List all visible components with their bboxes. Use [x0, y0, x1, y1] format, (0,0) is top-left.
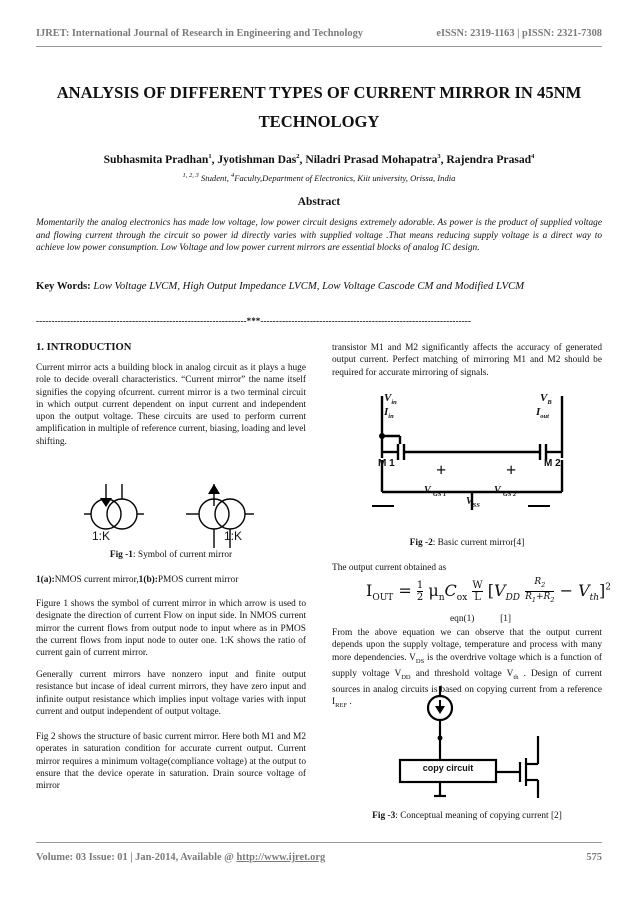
- fig1-caption-label: Fig -1: [109, 550, 133, 560]
- keywords: [36, 280, 602, 292]
- fig2-caption: [332, 538, 602, 548]
- author-2: Jyotishman Das: [217, 153, 297, 166]
- fig3-caption: [332, 811, 602, 821]
- fig2-plus-2: +: [506, 460, 517, 480]
- fig2-caption-label: Fig -2: [409, 538, 433, 548]
- affil-marks-1: 1, 2, 3: [182, 172, 199, 179]
- fig2-vgs2-label: V $_{GS 2}$: [494, 485, 517, 498]
- author-4: Rajendra Prasad: [446, 153, 532, 166]
- author-2-mark: 2: [296, 153, 300, 161]
- paragraph-5: transistor M1 and M2 significantly affects the accuracy of generated output current. Perfect matching of mirroring M1 and M2 should be required for accurate mirroring of signals.: [332, 343, 602, 378]
- affil-text-2: Faculty,Department of Electronics, Kiit university, Orissa, India: [234, 172, 456, 183]
- nmos-mirror-symbol: [84, 484, 144, 529]
- fig1-ratio-right: 1:K: [224, 529, 243, 543]
- header-rule: [36, 46, 602, 47]
- fig2-vin-label: $V_{in}$: [384, 392, 397, 407]
- paragraph-1: Current mirror acts a building block in analog circuit as it plays a huge role to decide overall characteristics. “Current mirror” the name itself signifies the copying ofcurrent. current mirror is a two terminal circuit in which output current dependent on input current and independent upon the output voltage. These circuits are used to perform current amplification in multiple of reference current, biasing, loading and level shifting.: [36, 363, 306, 447]
- authors: Subhasmita Pradhan$^1$, Jyotishman Das$^2$, Niladri Prasad Mohapatra$^3$, Rajendra Prasad$^4$: [103, 153, 535, 166]
- equation-1-label: eqn(1) [1]: [450, 614, 511, 624]
- pmos-mirror-symbol: [186, 484, 254, 548]
- output-current-intro: The output current obtained as: [332, 563, 447, 573]
- issn-header: eISSN: 2319-1163 | pISSN: 2321-7308: [436, 28, 602, 39]
- author-4-mark: 4: [531, 153, 535, 161]
- fig2-iout-label: $I_{out}$: [536, 406, 549, 421]
- fig3-caption-text: : Conceptual meaning of copying current [2]: [395, 811, 562, 821]
- author-1-mark: 1: [208, 153, 212, 161]
- fig1b-text: PMOS current mirror: [157, 575, 239, 585]
- fig1b-label: 1(b):: [138, 575, 158, 585]
- footer-volume-text: Volume: 03 Issue: 01 | Jan-2014, Available @: [36, 852, 237, 863]
- journal-link[interactable]: http://www.ijret.org: [236, 852, 326, 863]
- separator: --------------------------------------------------------------------***--------------------------------------------------------------------: [36, 316, 472, 326]
- author-3: Niladri Prasad Mohapatra: [305, 153, 438, 166]
- fig2-m2-label: M 2: [544, 458, 561, 469]
- fig2-plus-1: +: [436, 460, 447, 480]
- fig2-vss-label: $V_{SS}$: [466, 496, 480, 509]
- title-line-1: ANALYSIS OF DIFFERENT TYPES OF CURRENT MIRROR IN 45NM: [56, 83, 582, 102]
- fig1-caption: [36, 550, 306, 560]
- fig3-caption-label: Fig -3: [372, 811, 396, 821]
- fig1-subcaption: [36, 574, 306, 586]
- fig1-caption-text: : Symbol of current mirror: [132, 550, 233, 560]
- affil-text-1: Student,: [198, 172, 232, 183]
- journal-header: IJRET: International Journal of Research in Engineering and Technology: [36, 28, 363, 39]
- paragraph-2: Figure 1 shows the symbol of current mirror in which arrow is used to designate the direction of current Flow on input side. In NMOS current mirror the current flows from output node to input where as in PMOS the current flows from input node to outer one. 1:K shows the ratio of current gain of current mirror.: [36, 599, 306, 659]
- title-line-2: TECHNOLOGY: [258, 112, 380, 131]
- paper-title: [30, 78, 608, 136]
- fig2-m1-label: M 1: [378, 458, 395, 469]
- fig1-ratio-left: 1:K: [92, 529, 111, 543]
- fig3-copy-circuit-diagram: [396, 686, 556, 804]
- copy-circuit-label: copy circuit: [422, 763, 474, 773]
- paragraph-3: Generally current mirrors have nonzero input and finite output resistance but incase of ideal current mirrors, they have zero input and infinite output resistance which implies input voltage varies with input current and output independent of output voltage.: [36, 670, 306, 717]
- fig2-vb-label: $V_B$: [540, 392, 552, 407]
- fig2-vgs1-label: V $_{GS 1}$: [424, 485, 447, 498]
- abstract-text: Momentarily the analog electronics has made low voltage, low power circuit designs extremely adorable. As power is the product of supplied voltage and flowing current through the circuit so power id directly varies with supplied voltage .That means reducing supply voltage is a direct way to achieve low power consumption. Low Voltage and low power current mirrors are essential blocks of analog IC design.: [36, 218, 602, 254]
- affiliation: [30, 172, 608, 183]
- footer-rule: [36, 842, 602, 843]
- fig1a-text: NMOS current mirror,: [54, 575, 139, 585]
- keywords-label: Key Words:: [36, 280, 91, 292]
- author-3-mark: 3: [437, 153, 441, 161]
- affil-mark-2: 4: [231, 172, 235, 179]
- fig2-caption-text: : Basic current mirror[4]: [432, 538, 525, 548]
- keywords-text: Low Voltage LVCM, High Output Impedance LVCM, Low Voltage Cascode CM and Modified LVCM: [90, 280, 525, 292]
- footer-volume: [36, 852, 325, 863]
- paragraph-6: From the above equation we can observe that the output current depends upon the supply voltage, temperature and process with many more dependencies. $V_{DS}$ is the overdrive voltage which is a function of supply voltage $V_{DD}$ and threshold voltage $V_{th}$ . Design of current sources in analog circuits is based on copying current from a reference $I_{REF}$ .: [332, 628, 602, 710]
- abstract-heading: Abstract: [297, 196, 341, 208]
- fig2-iin-label: $I_{in}$: [384, 406, 394, 421]
- page-number: 575: [586, 852, 602, 863]
- equation-1: $I_{OUT}$ = $\frac{1}{2}$ $\mu_nC_{ox}$ $\frac{W}{L}$ [$V_{DD}$ $\frac{R_2}{R_1+R_2}$ − $V_{th}]^2$: [366, 577, 612, 604]
- paragraph-4: Fig 2 shows the structure of basic current mirror. Here both M1 and M2 operates in saturation condition for accurate current output. Current mirror requires a minimum voltage(compliance voltage) at the output to ensure that the device operate in saturation. Drain source voltage of mirror: [36, 732, 306, 792]
- section-heading-introduction: 1. INTRODUCTION: [36, 342, 132, 353]
- author-1: Subhasmita Pradhan: [103, 153, 209, 166]
- fig1a-label: 1(a):: [36, 575, 55, 585]
